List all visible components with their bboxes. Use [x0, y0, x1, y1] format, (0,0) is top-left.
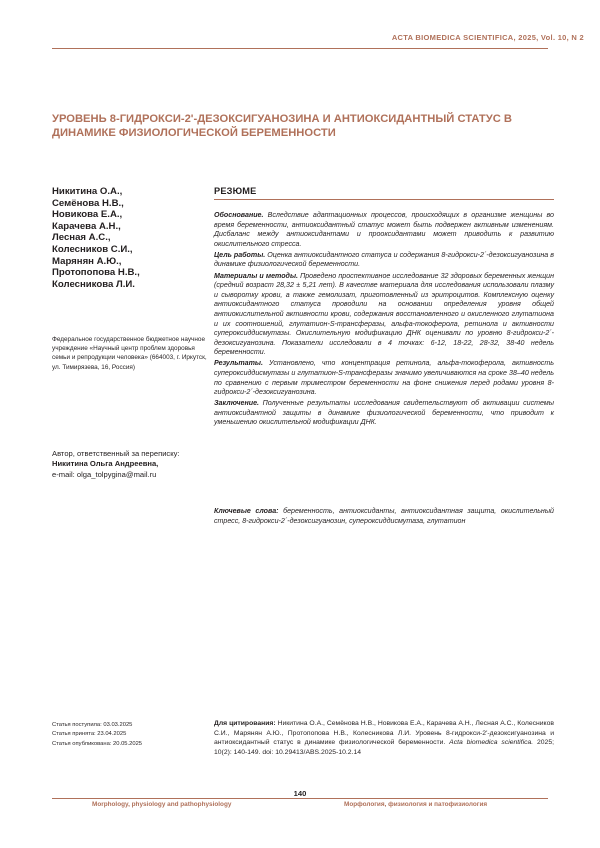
- abstract-section-text: Полученные результаты исследования свидетельствуют об активации системы антиоксидантной защиты в динамике физиологической беременности, что приводит к уменьшению окислительной модификации ДНК.: [214, 399, 554, 426]
- citation: [214, 719, 554, 757]
- affiliation: Федеральное государственное бюджетное научное учреждение «Научный центр проблем здоровья семьи и репродукции человека» (664003, г. Иркутск, ул. Тимирязева, 16, Россия): [52, 335, 212, 372]
- correspondence-email[interactable]: e-mail: olga_tolpygina@mail.ru: [52, 470, 212, 480]
- abstract-section-text: Вследствие адаптационных процессов, происходящих в организме женщины во время беременности, антиоксидантный статус может быть подвержен активным изменениям. Дисбаланс между антиоксидантами и прооксидантами может приводить к развитию окислительного стресса.: [214, 211, 554, 248]
- article-dates: [52, 721, 202, 749]
- abstract-background: [214, 211, 554, 249]
- abstract-section-label: Материалы и методы.: [214, 272, 298, 280]
- page-number: 140: [0, 789, 600, 798]
- resume-heading: РЕЗЮМЕ: [214, 186, 554, 200]
- journal-header: ACTA BIOMEDICA SCIENTIFICA, 2025, Vol. 10, N 2: [24, 33, 584, 42]
- citation-label: Для цитирования:: [214, 720, 276, 727]
- keywords-text: беременность, антиоксиданты, антиоксидантная защита, окислительный стресс, 8-гидрокси-2´-дезоксигуанозин, супероксиддисмутаза, глутатион: [214, 507, 554, 525]
- citation-tail: 2025; 10(2): 140-149. doi: 10.29413/ABS.2025-10.2.14: [214, 739, 554, 756]
- author-name: Никитина О.А.,: [52, 186, 202, 198]
- header-rule: [52, 48, 548, 49]
- abstract-section-label: Цель работы.: [214, 251, 265, 259]
- citation-text: Никитина О.А., Семёнова Н.В., Новикова Е.А., Карачева А.Н., Лесная А.С., Колесников С.И., Марянян А.Ю., Протопопова Н.В., Колесникова Л.И. Уровень 8-гидрокси-2'-дезоксигуанозина и антиоксидантный статус в динамике физиологической беременности.: [214, 720, 554, 746]
- abstract-section-label: Результаты.: [214, 359, 263, 367]
- abstract-conclusion: [214, 399, 554, 428]
- date-published: Статья опубликована: 20.05.2025: [52, 740, 202, 749]
- keywords: [214, 507, 554, 526]
- correspondence-block: [52, 449, 212, 480]
- abstract-section-text: Проведено проспективное исследование 32 здоровых беременных женщин (средний возраст 28,32 ± 5,21 лет). В качестве материала для исследования использовали плазму и сыворотку крови, а также гемолизат, приготовленный из эритроцитов. Комплексную оценку антиоксидантного статуса проводили на основании определения уровня общей антиокислительной активности крови, содержания восстановленного и окисленного глутатиона и их соотношений, глутатион-S-трансферазы, альфа-токоферола, ретинола и активности супероксиддисмутазы. Окислительную модификацию ДНК оценивали по уровню 8-гидрокси-2´-дезоксигуанозина. Показатели исследовали в 4 точках: 6-12, 18-22, 28-32, 38-40 недель беременности.: [214, 272, 554, 357]
- author-name: Семёнова Н.В.,: [52, 198, 202, 210]
- footer-section-ru: Морфология, физиология и патофизиология: [344, 801, 487, 808]
- author-name: Колесников С.И.,: [52, 244, 202, 256]
- article-title: УРОВЕНЬ 8-ГИДРОКСИ-2'-ДЕЗОКСИГУАНОЗИНА И АНТИОКСИДАНТНЫЙ СТАТУС В ДИНАМИКЕ ФИЗИОЛОГИЧЕСКОЙ БЕРЕМЕННОСТИ: [52, 112, 552, 140]
- author-name: Протопопова Н.В.,: [52, 267, 202, 279]
- author-name: Марянян А.Ю.,: [52, 256, 202, 268]
- abstract-aim: [214, 251, 554, 270]
- citation-journal: Acta biomedica scientifica.: [449, 739, 533, 746]
- abstract-methods: [214, 272, 554, 358]
- abstract-section-label: Обоснование.: [214, 211, 263, 219]
- abstract-results: [214, 359, 554, 397]
- keywords-label: Ключевые слова:: [214, 507, 279, 515]
- author-name: Колесникова Л.И.: [52, 279, 202, 291]
- date-accepted: Статья принята: 23.04.2025: [52, 730, 202, 739]
- footer-section-en: Morphology, physiology and pathophysiology: [92, 801, 231, 808]
- author-name: Новикова Е.А.,: [52, 209, 202, 221]
- correspondence-name: Никитина Ольга Андреевна,: [52, 459, 212, 469]
- author-list: [52, 186, 202, 290]
- author-name: Лесная А.С.,: [52, 232, 202, 244]
- footer-rule: [52, 798, 548, 799]
- abstract-section-text: Оценка антиоксидантного статуса и содержания 8-гидрокси-2´-дезоксигуанозина в динамике физиологической беременности.: [214, 251, 554, 269]
- author-name: Карачева А.Н.,: [52, 221, 202, 233]
- date-received: Статья поступила: 03.03.2025: [52, 721, 202, 730]
- abstract-section-text: Установлено, что концентрация ретинола, альфа-токоферола, активность супероксиддисмутазы и глутатион-S-трансферазы значимо увеличиваются на сроке 38–40 недель по сравнению с первым триместром беременности на фоне снижения перед родами уровня 8-гидрокси-2´-дезоксигуанозина.: [214, 359, 554, 396]
- abstract-section-label: Заключение.: [214, 399, 259, 407]
- correspondence-label: Автор, ответственный за переписку:: [52, 449, 212, 459]
- abstract: [214, 211, 554, 430]
